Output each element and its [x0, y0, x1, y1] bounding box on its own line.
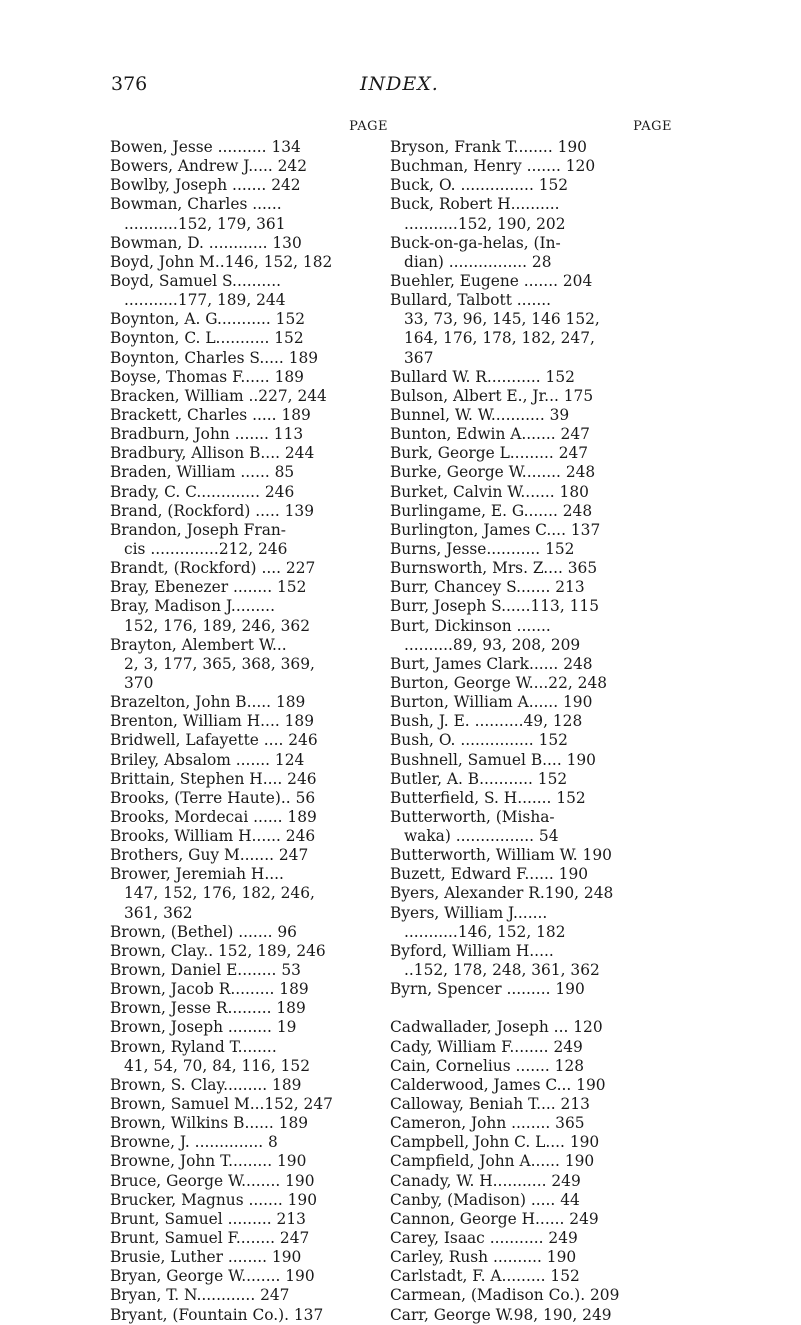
index-entry-line: Brandt, (Rockford) .... 227 [110, 559, 316, 578]
index-entry-line: Brooks, Mordecai ...... 189 [110, 807, 317, 826]
index-entry-line: Brown, Daniel E........ 53 [110, 961, 301, 980]
index-entry-line: 41, 54, 70, 84, 116, 152 [124, 1056, 311, 1075]
index-entry-line: Burket, Calvin W....... 180 [390, 482, 589, 501]
index-entry-line: Burton, George W....22, 248 [390, 673, 608, 692]
index-entry-line: Bryson, Frank T........ 190 [390, 138, 587, 156]
index-entry-line: Brown, Joseph ......... 19 [110, 1018, 297, 1037]
index-entry-line: Brown, Jesse R......... 189 [110, 999, 306, 1018]
index-entry-line: Bowman, D. ............ 130 [110, 233, 302, 252]
index-entry-line: Bradburn, John ....... 113 [110, 425, 304, 444]
index-entry-line: Brandon, Joseph Fran- [110, 520, 286, 539]
index-entry-line: Bullard W. R........... 152 [390, 367, 575, 386]
index-entry-line: Burnsworth, Mrs. Z.... 365 [390, 559, 598, 578]
index-entry-line: Brazelton, John B..... 189 [110, 693, 306, 712]
index-entry-line: Buzett, Edward F...... 190 [390, 865, 589, 884]
index-entry-line: Bryant, (Fountain Co.). 137 [110, 1305, 324, 1324]
index-entry-line: ...........152, 190, 202 [404, 214, 566, 233]
left-column-heading: PAGE [349, 119, 388, 134]
left-column-entries [110, 138, 388, 1325]
index-entry-line: Bush, O. ............... 152 [390, 731, 568, 750]
index-entry-line: Burr, Joseph S......113, 115 [390, 597, 600, 616]
index-entry-line: Bowlby, Joseph ....... 242 [110, 176, 301, 195]
index-entry-line: ...........146, 152, 182 [404, 922, 566, 941]
index-entry-line: Canady, W. H........... 249 [390, 1171, 581, 1190]
index-entry-line: Brown, S. Clay......... 189 [110, 1075, 302, 1094]
right-column [390, 118, 672, 1325]
index-entry-line: Cameron, John ........ 365 [390, 1114, 585, 1133]
index-entry-line: Calloway, Beniah T.... 213 [390, 1095, 590, 1114]
index-entry-line: Bunnel, W. W........... 39 [390, 405, 570, 424]
index-entry-line: Canby, (Madison) ..... 44 [390, 1190, 580, 1209]
index-entry-line: cis ..............212, 246 [124, 539, 288, 558]
index-entry-line: Brooks, William H...... 246 [110, 827, 316, 846]
index-entry-line: Carlstadt, F. A......... 152 [390, 1267, 580, 1286]
index-entry-line: Brower, Jeremiah H.... [110, 865, 284, 884]
index-entry-line: Bryan, T. N............ 247 [110, 1286, 290, 1305]
index-entry-line: Brenton, William H.... 189 [110, 712, 314, 731]
index-entry-line: Buck-on-ga-helas, (In- [390, 233, 561, 252]
index-entry-line: Burns, Jesse........... 152 [390, 539, 575, 558]
index-entry-line: Bush, J. E. ..........49, 128 [390, 712, 583, 731]
index-entry-line: Butterworth, (Misha- [390, 807, 555, 826]
index-entry-line: 33, 73, 96, 145, 146 152, [404, 310, 600, 329]
index-entry-line: Braden, William ...... 85 [110, 463, 295, 482]
index-entry-line: 164, 176, 178, 182, 247, [404, 329, 595, 348]
index-entry-line: Burlington, James C.... 137 [390, 520, 601, 539]
index-entry-line: Brackett, Charles ..... 189 [110, 405, 311, 424]
index-entry-line: Buchman, Henry ....... 120 [390, 157, 596, 176]
index-entry-line: Bridwell, Lafayette .... 246 [110, 731, 318, 750]
index-entry-line: Boynton, C. L........... 152 [110, 329, 304, 348]
index-entry-line: Bowman, Charles ...... [110, 195, 282, 214]
index-entry-line: Cadwallader, Joseph ... 120 [390, 1018, 603, 1037]
index-entry-line: Boynton, A. G........... 152 [110, 310, 306, 329]
index-entry-line: 152, 176, 189, 246, 362 [124, 616, 311, 635]
index-entry-line: Byers, William J....... [390, 903, 548, 922]
index-entry-line: Brown, Clay.. 152, 189, 246 [110, 941, 326, 960]
index-entry-line: Bunton, Edwin A....... 247 [390, 425, 590, 444]
left-column [110, 118, 388, 1325]
index-entry-line: Burk, George L......... 247 [390, 444, 589, 463]
index-entry-line: Byford, William H..... [390, 941, 554, 960]
index-entry-line: Brunt, Samuel F........ 247 [110, 1229, 310, 1248]
index-entry-line: Burlingame, E. G....... 248 [390, 501, 593, 520]
index-entry-line: Burr, Chancey S....... 213 [390, 578, 585, 597]
index-entry-line: 367 [404, 348, 434, 367]
right-column-entries [390, 138, 672, 1325]
index-entry-line: Calderwood, James C... 190 [390, 1075, 606, 1094]
index-entry-line: ...........152, 179, 361 [124, 214, 286, 233]
index-entry-line: Butterworth, William W. 190 [390, 846, 612, 865]
running-title: INDEX. [360, 73, 439, 95]
index-entry-line: Byers, Alexander R.190, 248 [390, 884, 614, 903]
page-number: 376 [111, 73, 148, 95]
index-entry-line: Bushnell, Samuel B.... 190 [390, 750, 596, 769]
index-entry-line: Brothers, Guy M....... 247 [110, 846, 309, 865]
index-entry-line: ..152, 178, 248, 361, 362 [404, 961, 600, 980]
index-entry-line: Carr, George W.98, 190, 249 [390, 1305, 612, 1324]
index-entry-line: Burt, James Clark...... 248 [390, 654, 593, 673]
index-entry-line [390, 999, 672, 1018]
index-entry-line: Campbell, John C. L.... 190 [390, 1133, 600, 1152]
index-entry-line: Boynton, Charles S..... 189 [110, 348, 319, 367]
index-entry-line: Buck, O. ............... 152 [390, 176, 569, 195]
index-entry-line: Brown, Samuel M...152, 247 [110, 1095, 333, 1114]
index-entry-line: Buehler, Eugene ....... 204 [390, 271, 593, 290]
index-entry-line: Burton, William A...... 190 [390, 693, 593, 712]
index-entry-line: Browne, J. .............. 8 [110, 1133, 278, 1152]
index-entry-line: Bray, Ebenezer ........ 152 [110, 578, 307, 597]
index-entry-line: Buck, Robert H.......... [390, 195, 560, 214]
index-entry-line: Brown, (Bethel) ....... 96 [110, 922, 297, 941]
index-entry-line: Butterfield, S. H....... 152 [390, 788, 586, 807]
index-entry-line: Brucker, Magnus ....... 190 [110, 1190, 317, 1209]
index-entry-line: Boyd, Samuel S.......... [110, 271, 281, 290]
index-entry-line: Burke, George W........ 248 [390, 463, 596, 482]
index-entry-line: Brittain, Stephen H.... 246 [110, 769, 317, 788]
index-entry-line: Cain, Cornelius ....... 128 [390, 1056, 585, 1075]
index-entry-line: Cannon, George H...... 249 [390, 1209, 599, 1228]
index-entry-line: Brusie, Luther ........ 190 [110, 1248, 302, 1267]
index-entry-line: Bray, Madison J......... [110, 597, 275, 616]
index-entry-line: 147, 152, 176, 182, 246, [124, 884, 315, 903]
index-entry-line: Bryan, George W........ 190 [110, 1267, 315, 1286]
index-entry-line: 370 [124, 673, 154, 692]
index-entry-line: Cady, William F........ 249 [390, 1037, 583, 1056]
index-entry-line: Carmean, (Madison Co.). 209 [390, 1286, 620, 1305]
index-entry-line: waka) ................ 54 [404, 827, 559, 846]
index-entry-line: Carley, Rush .......... 190 [390, 1248, 577, 1267]
index-entry-line: Brayton, Alembert W... [110, 635, 287, 654]
index-entry-line: Boyd, John M..146, 152, 182 [110, 252, 333, 271]
right-column-heading: PAGE [633, 119, 672, 134]
index-entry-line: Campfield, John A...... 190 [390, 1152, 595, 1171]
index-entry-line: Bowen, Jesse .......... 134 [110, 138, 301, 156]
index-entry-line: Bowers, Andrew J..... 242 [110, 157, 308, 176]
index-entry-line: Bracken, William ..227, 244 [110, 386, 327, 405]
index-entry-line: Brady, C. C............. 246 [110, 482, 295, 501]
index-entry-line: Bulson, Albert E., Jr... 175 [390, 386, 594, 405]
index-entry-line: dian) ................ 28 [404, 252, 552, 271]
index-entry-line: Burt, Dickinson ....... [390, 616, 551, 635]
index-entry-line: Byrn, Spencer ......... 190 [390, 980, 585, 999]
index-entry-line: Browne, John T......... 190 [110, 1152, 307, 1171]
index-entry-line: 2, 3, 177, 365, 368, 369, [124, 654, 315, 673]
index-entry-line: Bruce, George W........ 190 [110, 1171, 315, 1190]
index-entry-line: ...........177, 189, 244 [124, 291, 286, 310]
index-entry-line: Bullard, Talbott ....... [390, 291, 552, 310]
index-entry-line: Butler, A. B........... 152 [390, 769, 568, 788]
index-entry-line: Brown, Ryland T........ [110, 1037, 277, 1056]
index-entry-line: Boyse, Thomas F...... 189 [110, 367, 304, 386]
index-entry-line: Briley, Absalom ....... 124 [110, 750, 305, 769]
index-entry-line: ..........89, 93, 208, 209 [404, 635, 581, 654]
index-entry-line: Brunt, Samuel ......... 213 [110, 1209, 306, 1228]
index-entry-line: Carey, Isaac ........... 249 [390, 1229, 578, 1248]
index-entry-line: Bradbury, Allison B.... 244 [110, 444, 315, 463]
index-entry-line: Brown, Wilkins B...... 189 [110, 1114, 309, 1133]
index-entry-line: Brand, (Rockford) ..... 139 [110, 501, 314, 520]
index-entry-line: 361, 362 [124, 903, 193, 922]
index-entry-line: Brown, Jacob R......... 189 [110, 980, 309, 999]
index-entry-line: Brooks, (Terre Haute).. 56 [110, 788, 316, 807]
